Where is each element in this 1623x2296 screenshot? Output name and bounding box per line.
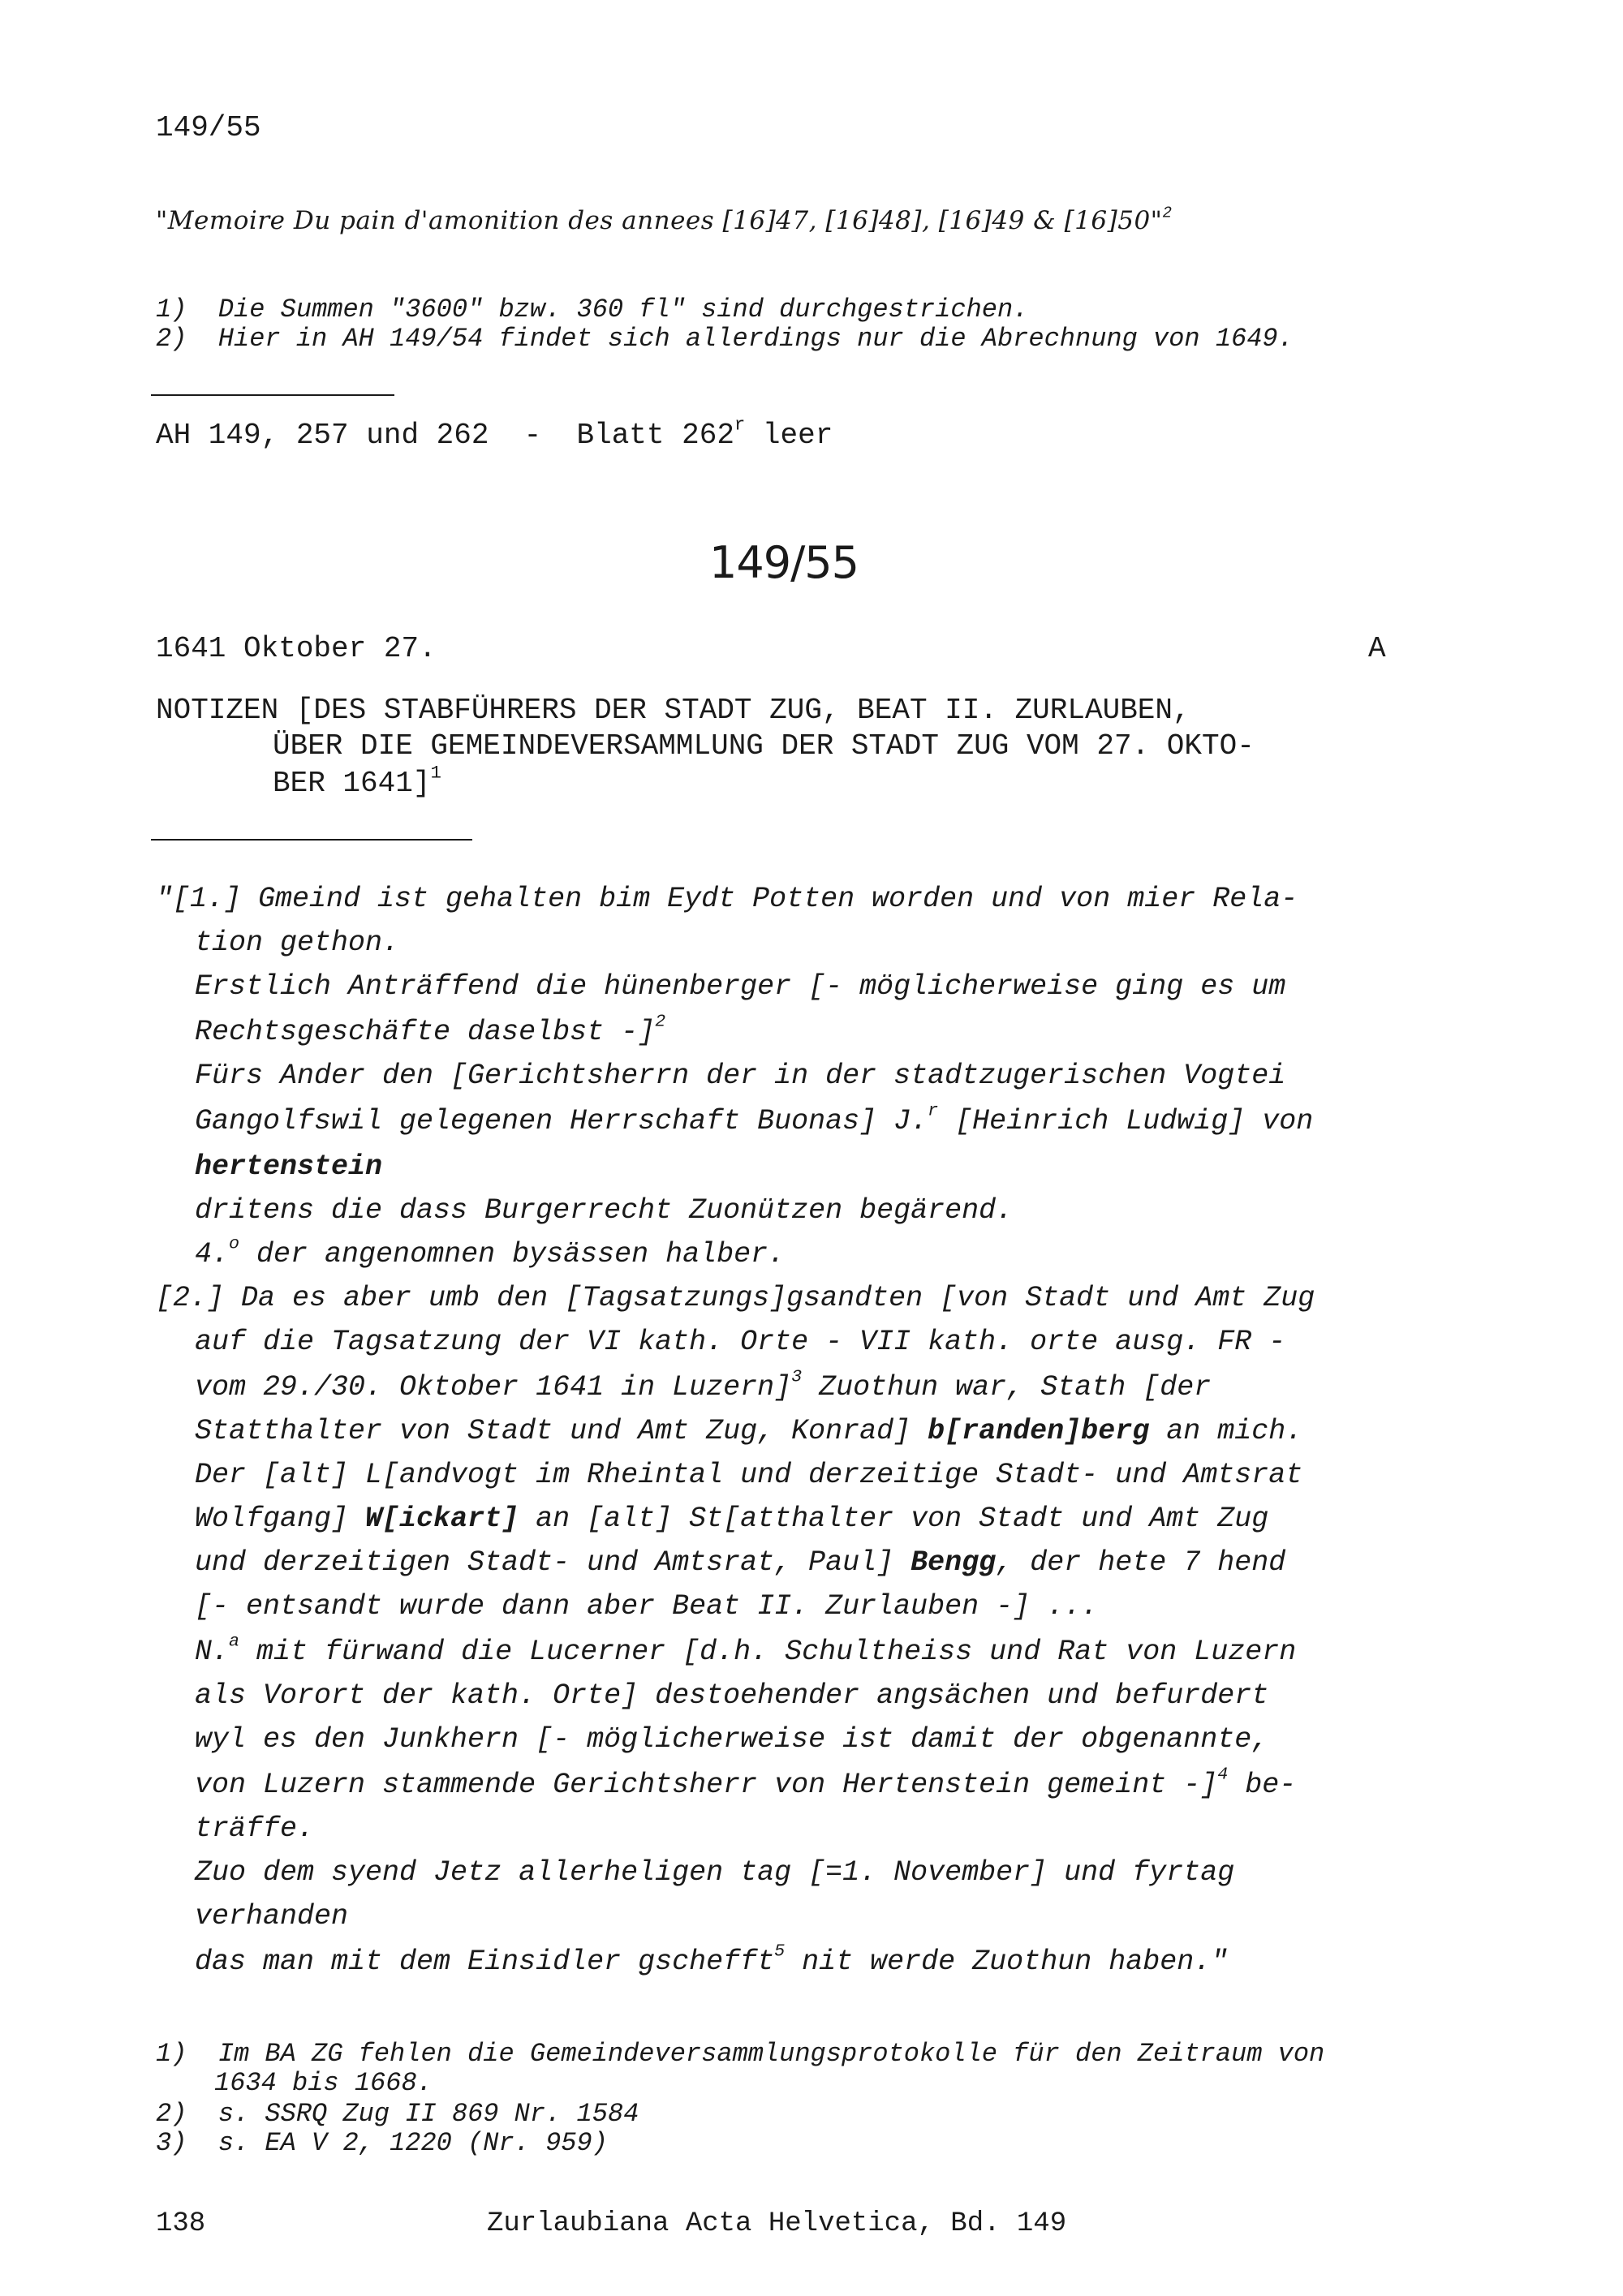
name-brandenberg: b[randen]berg <box>928 1415 1150 1447</box>
footnote-3 <box>156 2129 608 2158</box>
body-line: Zuo dem syend Jetz allerheligen tag [=1. November] und fyrtag <box>195 1856 1235 1889</box>
body-line: verhanden <box>195 1900 349 1933</box>
title-separator-rule <box>151 839 472 841</box>
entry-title-line-1: NOTIZEN [DES STABFÜHRERS DER STADT ZUG, BEAT II. ZURLAUBEN, <box>156 694 1190 727</box>
footnote-ref: 4 <box>1217 1764 1229 1785</box>
body-line <box>195 1366 1212 1404</box>
body-line <box>195 1546 1285 1579</box>
prev-footnote-1 <box>156 295 1028 325</box>
footnote-text: Die Summen "3600" bzw. 360 fl" sind durchgestrichen. <box>217 295 1029 325</box>
body-text: das man mit dem Einsidler gschefft <box>195 1946 775 1978</box>
entry-mark: A <box>1368 632 1386 665</box>
body-line: Erstlich Anträffend die hünenberger [- möglicherweise ging es um <box>195 970 1286 1003</box>
source-tail: leer <box>745 419 833 452</box>
body-text: und derzeitigen Stadt- und Amtsrat, Paul] <box>195 1546 911 1579</box>
source-superscript: r <box>734 414 746 436</box>
body-text: be- <box>1228 1769 1297 1801</box>
running-head: 149/55 <box>156 111 261 144</box>
body-line <box>195 1764 1297 1801</box>
body-text: [Heinrich Ludwig] von <box>938 1105 1314 1137</box>
body-text: an [alt] St[atthalter von Stadt und Amt Zug <box>519 1503 1269 1535</box>
body-line <box>195 1011 666 1048</box>
body-text: N. <box>195 1636 230 1668</box>
body-line: [2.] Da es aber umb den [Tagsatzungs]gsandten [von Stadt und Amt Zug <box>156 1282 1315 1314</box>
footnote-number: 2) <box>156 2099 187 2129</box>
footnote-number: 1) <box>156 295 187 325</box>
body-text: 4. <box>195 1238 230 1271</box>
entry-number-heading: 149/55 <box>709 537 859 588</box>
entry-title-text: BER 1641] <box>273 767 431 800</box>
body-line-name-hertenstein: hertenstein <box>195 1150 383 1183</box>
body-line: auf die Tagsatzung der VI kath. Orte - VII kath. orte ausg. FR - <box>195 1326 1286 1358</box>
body-line <box>195 1503 1268 1535</box>
body-text: Gangolfswil gelegenen Herrschaft Buonas] J. <box>195 1105 928 1137</box>
footnote-text: Hier in AH 149/54 findet sich allerdings nur die Abrechnung von 1649. <box>217 324 1294 354</box>
body-text: Statthalter von Stadt und Amt Zug, Konrad] <box>195 1415 928 1447</box>
body-text: nit werde Zuothun haben." <box>785 1946 1229 1978</box>
body-text: der angenomnen bysässen halber. <box>239 1238 786 1271</box>
footnote-text: s. SSRQ Zug II 869 Nr. 1584 <box>217 2099 639 2129</box>
body-text: Wolfgang] <box>195 1503 366 1535</box>
body-line: wyl es den Junkhern [- möglicherweise ist damit der obgenannte, <box>195 1723 1269 1756</box>
footnote-ref: 3 <box>791 1366 803 1387</box>
footnote-text: s. EA V 2, 1220 (Nr. 959) <box>217 2128 608 2158</box>
body-line: [- entsandt wurde dann aber Beat II. Zurlauben -] ... <box>195 1590 1099 1623</box>
body-text: , der hete 7 hend <box>996 1546 1286 1579</box>
superscript: a <box>229 1631 240 1652</box>
page-number: 138 <box>156 2208 206 2239</box>
source-text: AH 149, 257 und 262 - Blatt 262 <box>156 419 734 452</box>
entry-title-footnote-ref: 1 <box>430 762 441 784</box>
memoire-footnote-ref: 2 <box>1162 204 1173 222</box>
memoire-quote <box>156 206 1172 235</box>
footnote-ref: 2 <box>655 1011 666 1032</box>
body-line: dritens die dass Burgerrecht Zuonützen begärend. <box>195 1194 1014 1227</box>
entry-title-line-2: ÜBER DIE GEMEINDEVERSAMMLUNG DER STADT ZUG VOM 27. OKTO- <box>273 729 1255 763</box>
body-text: mit fürwand die Lucerner [d.h. Schultheiss und Rat von Luzern <box>239 1636 1297 1668</box>
footnote-ref: 5 <box>774 1941 786 1962</box>
body-text: Rechtsgeschäfte daselbst -] <box>195 1016 656 1048</box>
name-bengg: Bengg <box>911 1546 997 1579</box>
body-text: von Luzern stammende Gerichtsherr von Hertenstein gemeint -] <box>195 1769 1218 1801</box>
footnote-text: Im BA ZG fehlen die Gemeindeversammlungsprotokolle für den Zeitraum von <box>217 2039 1325 2069</box>
footnote-number: 1) <box>156 2039 187 2069</box>
entry-date: 1641 Oktober 27. <box>156 632 437 665</box>
body-text: an mich. <box>1149 1415 1303 1447</box>
body-line: träffe. <box>195 1812 315 1845</box>
footnote-1-continuation: 1634 bis 1668. <box>214 2068 433 2098</box>
body-line <box>195 1100 1314 1137</box>
entry-title-line-3 <box>273 762 441 800</box>
footnote-number: 2) <box>156 324 187 354</box>
body-text: Zuothun war, Stath [der <box>802 1371 1212 1404</box>
body-line <box>195 1631 1297 1668</box>
prev-footnote-2 <box>156 325 1294 354</box>
body-line: tion gethon. <box>195 927 400 959</box>
superscript: r <box>928 1100 939 1121</box>
body-line <box>195 1415 1302 1447</box>
footnote-2 <box>156 2100 639 2129</box>
name-wickart: W[ickart] <box>365 1503 519 1535</box>
body-line: Fürs Ander den [Gerichtsherrn der in der stadtzugerischen Vogtei <box>195 1060 1286 1092</box>
body-line: "[1.] Gmeind ist gehalten bim Eydt Potten worden und von mier Rela- <box>156 883 1298 915</box>
body-line <box>195 1233 786 1271</box>
superscript: o <box>229 1233 240 1254</box>
memoire-quote-text: "Memoire Du pain d'amonition des annees [16]47, [16]48], [16]49 & [16]50" <box>156 206 1163 235</box>
body-line: als Vorort der kath. Orte] destoehender angsächen und befurdert <box>195 1679 1269 1712</box>
body-text: vom 29./30. Oktober 1641 in Luzern] <box>195 1371 792 1404</box>
body-line: Der [alt] L[andvogt im Rheintal und derzeitige Stadt- und Amtsrat <box>195 1459 1303 1491</box>
footnote-number: 3) <box>156 2128 187 2158</box>
footnote-1 <box>156 2040 1324 2069</box>
prev-source-line <box>156 414 833 452</box>
body-line <box>195 1941 1229 1978</box>
publication-title: Zurlaubiana Acta Helvetica, Bd. 149 <box>487 2208 1067 2239</box>
footnote-separator-rule <box>151 394 394 396</box>
